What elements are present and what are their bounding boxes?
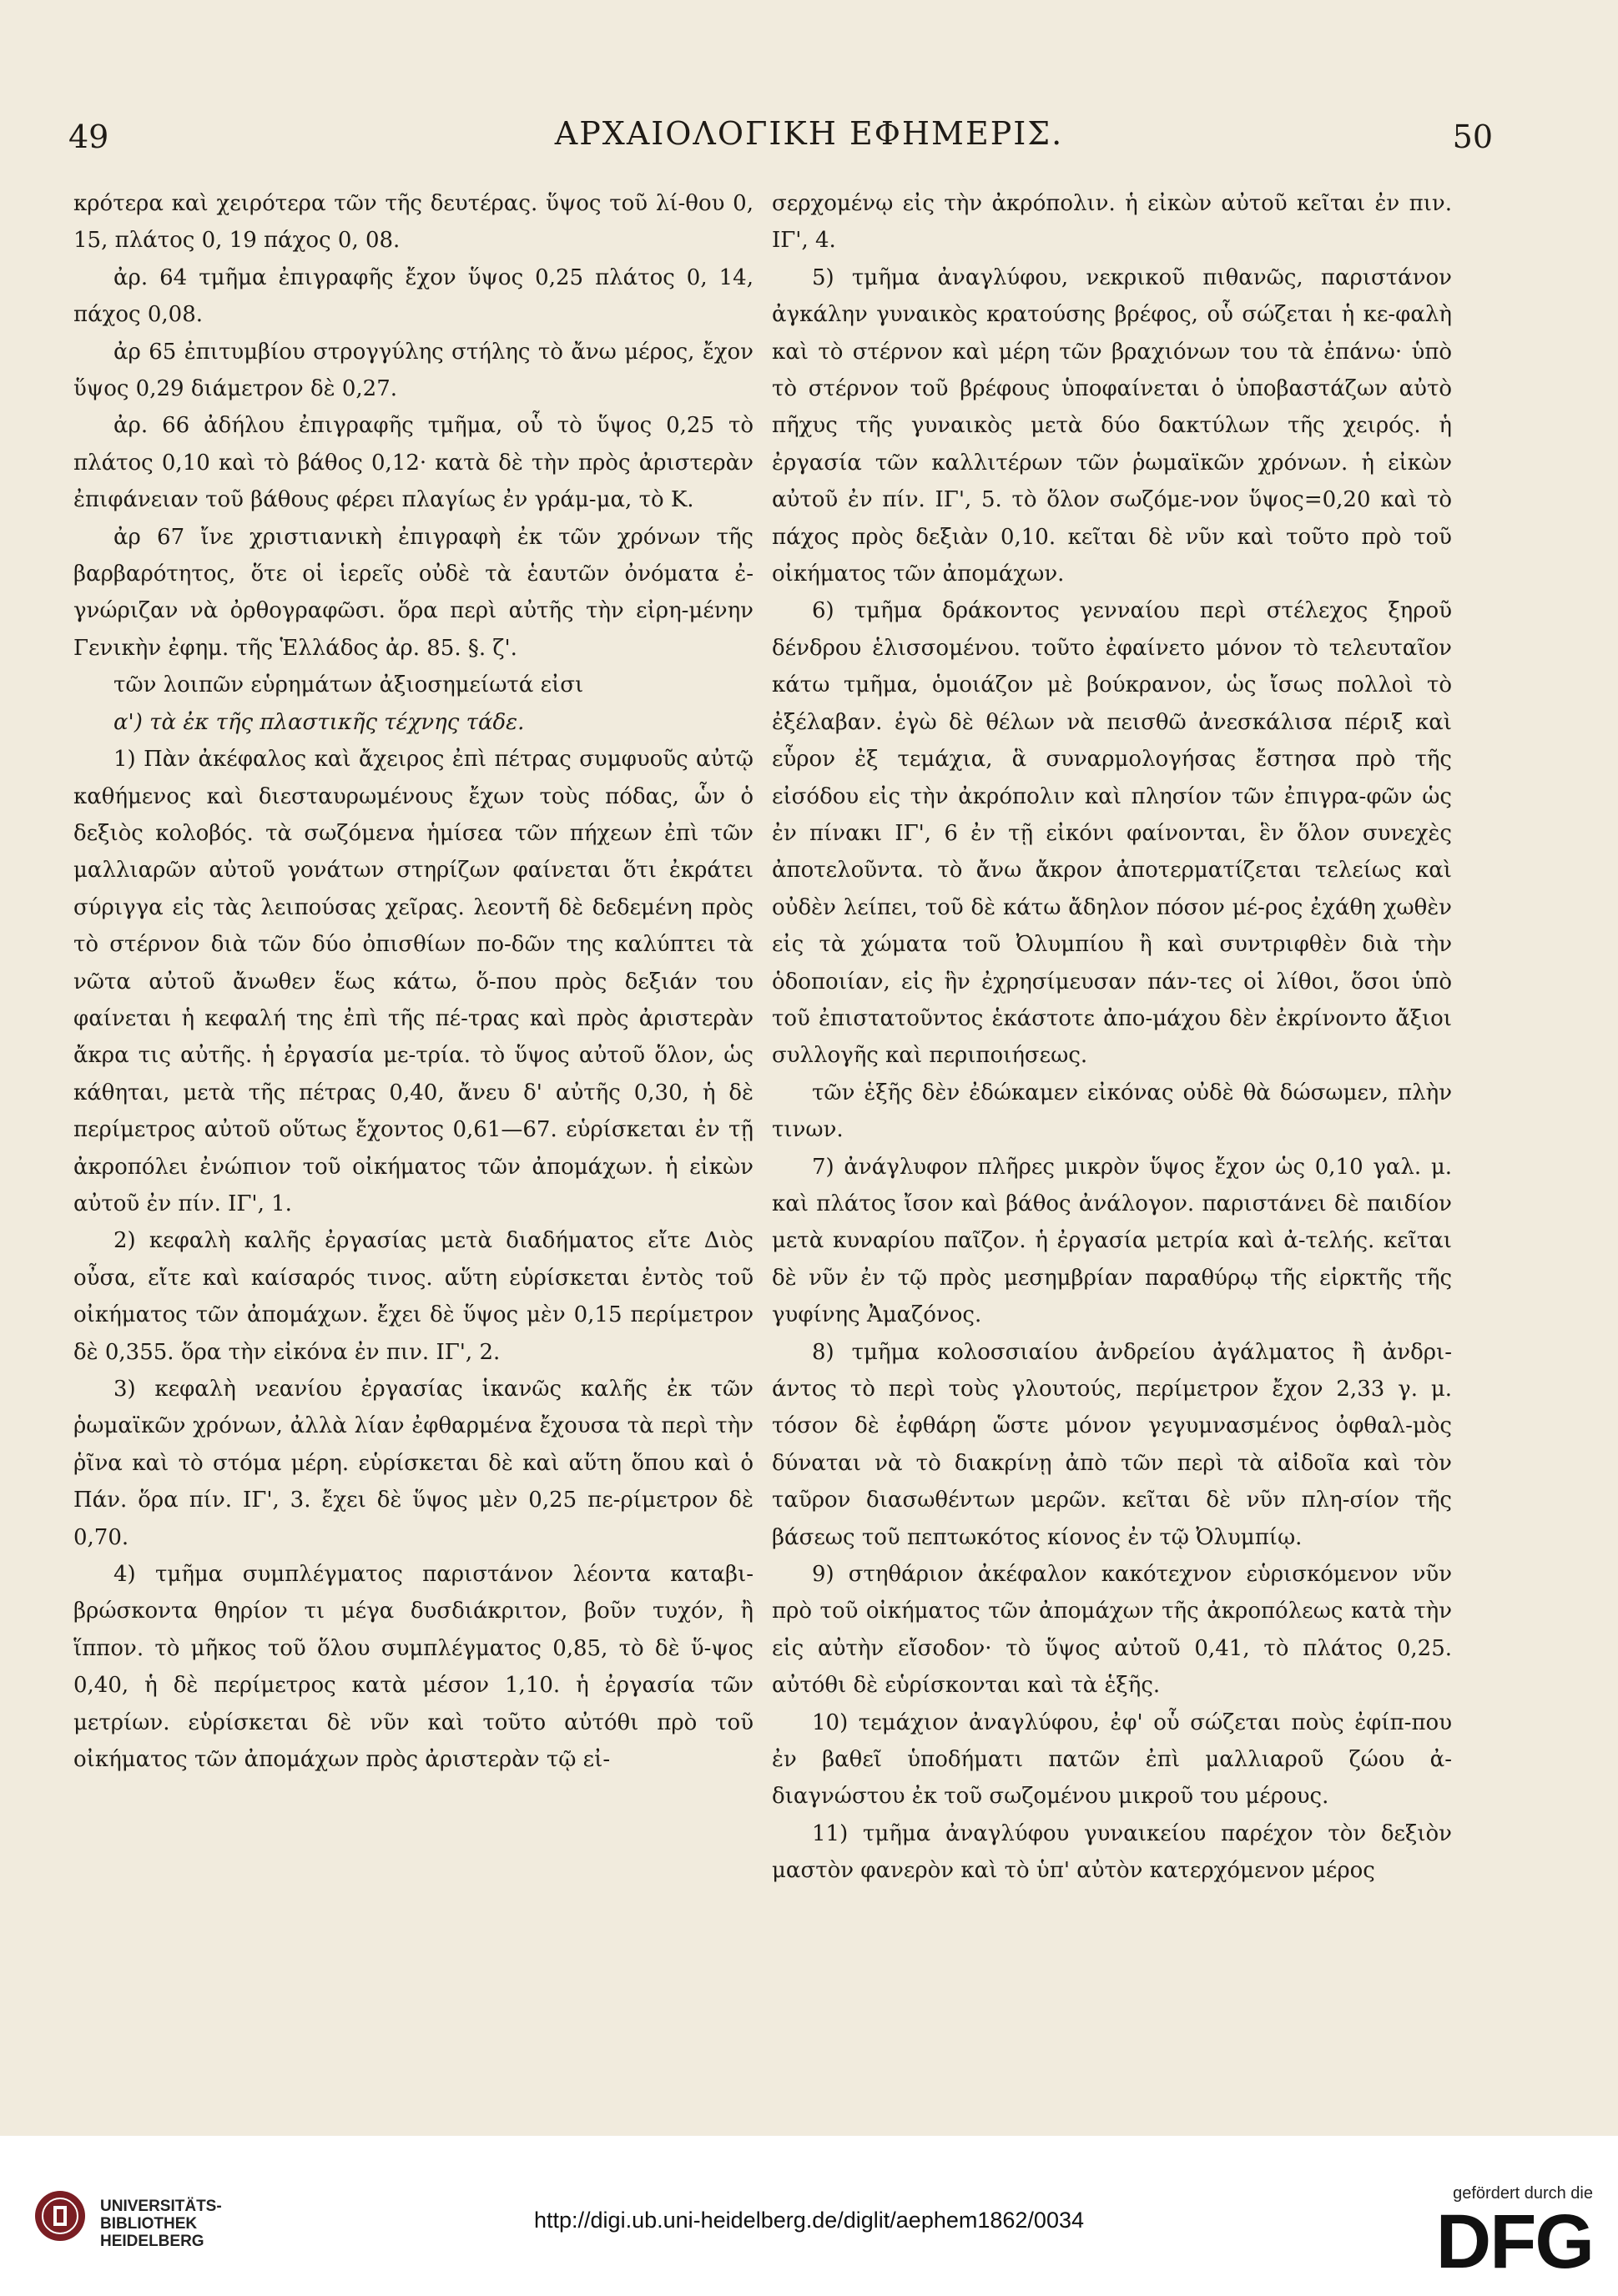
paragraph: τῶν λοιπῶν εὑρημάτων ἀξιοσημείωτά εἰσι — [113, 672, 584, 698]
paragraph: ἀρ. 66 ἀδήλου ἐπιγραφῆς τμῆμα, οὗ τὸ ὕψος 0,25 τὸ πλάτος 0,10 καὶ τὸ βάθος 0,12· κατὰ δὲ τὴν πρὸς ἀριστερὰν ἐπιφάνειαν τοῦ βάθους φέρει πλαγίως ἐν γράμ-μα, τὸ Κ. — [73, 413, 754, 513]
paragraph: ἀρ. 64 τμῆμα ἐπιγραφῆς ἔχον ὕψος 0,25 πλάτος 0, 14, πάχος 0,08. — [73, 264, 754, 328]
page-number-left: 49 — [68, 118, 109, 155]
paragraph: 1) Πὰν ἀκέφαλος καὶ ἄχειρος ἐπὶ πέτρας συμφυοῦς αὐτῷ καθήμενος καὶ διεσταυρωμένους ἔχων τοὺς πόδας, ὧν ὁ δεξιὸς κολοβός. τὰ σωζόμενα ἡμίσεα τῶν πήχεων ἐπὶ τῶν μαλλιαρῶν αὐτοῦ γονάτων στηρίζων φαίνεται ὅτι ἐκράτει σύριγγα εἰς τὰς λειπούσας χεῖρας. λεοντῆ δὲ δεδεμένη πρὸς τὸ στέρνον διὰ τῶν δύο ὀπισθίων πο-δῶν της καλύπτει τὰ νῶτα αὐτοῦ ἄνωθεν ἕως κάτω, ὅ-που πρὸς δεξιάν του φαίνεται ἡ κεφαλή της ἐπὶ τῆς πέ-τρας καὶ πρὸς ἀριστερὰν ἄκρα τις αὐτῆς. ἡ ἐργασία με-τρία. τὸ ὕψος αὐτοῦ ὅλον, ὡς κάθηται, μετὰ τῆς πέτρας 0,40, ἄνευ δ' αὐτῆς 0,30, ἡ δὲ περίμετρος αὐτοῦ οὕτως ἔχοντος 0,61—67. εὑρίσκεται ἐν τῇ ἀκροπόλει ἐνώπιον τοῦ οἰκήματος τῶν ἀπομάχων. ἡ εἰκὼν αὐτοῦ ἐν πίν. ΙΓ', 1. — [73, 747, 754, 1216]
paragraph: 10) τεμάχιον ἀναγλύφου, ἐφ' οὗ σώζεται ποὺς ἐφίπ-που ἐν βαθεῖ ὑποδήματι πατῶν ἐπὶ μαλλιαροῦ ζώου ἀ-διαγνώστου ἐκ τοῦ σωζομένου μικροῦ του μέρους. — [772, 1709, 1452, 1810]
paragraph: 3) κεφαλὴ νεανίου ἐργασίας ἱκανῶς καλῆς ἐκ τῶν ῥωμαϊκῶν χρόνων, ἀλλὰ λίαν ἐφθαρμένα ἔχουσα τὰ περὶ τὴν ῥῖνα καὶ τὸ στόμα μέρη. εὑρίσκεται δὲ καὶ αὕτη ὅπου καὶ ὁ Πάν. ὅρα πίν. ΙΓ', 3. ἔχει δὲ ὕψος μὲν 0,25 πε-ρίμετρον δὲ 0,70. — [73, 1377, 754, 1550]
library-name: UNIVERSITÄTS- BIBLIOTHEK HEIDELBERG — [100, 2198, 222, 2250]
journal-title: ΑΡΧΑΙΟΛΟΓΙΚΗ ΕΦΗΜΕΡΙΣ. — [554, 115, 1064, 152]
paragraph: 6) τμῆμα δράκοντος γενναίου περὶ στέλεχος ξηροῦ δένδρου ἑλισσομένου. τοῦτο ἐφαίνετο μόνον τὸ τελευταῖον κάτω τμῆμα, ὁμοιάζον μὲ βούκρανον, ὡς ἴσως πολλοὶ τὸ ἐξέλαβαν. ἐγὼ δὲ θέλων νὰ πεισθῶ ἀνεσκάλισα πέριξ καὶ εὗρον ἐξ τεμάχια, ἃ συναρμολογήσας ἔστησα πρὸ τῆς εἰσόδου εἰς τὴν ἀκρόπολιν καὶ πλησίον τῶν ἐπιγρα-φῶν ὡς ἐν πίνακι ΙΓ', 6 ἐν τῇ εἰκόνι φαίνονται, ἓν ὅλον συνεχὲς ἀποτελοῦντα. τὸ ἄνω ἄκρον ἀποτερματίζεται τελείως καὶ οὐδὲν λείπει, τοῦ δὲ κάτω ἄδηλον πόσον μέ-ρος ἐχάθη χωθὲν εἰς τὰ χώματα τοῦ Ὀλυμπίου ἢ καὶ συντριφθὲν διὰ τὴν ὁδοποιίαν, εἰς ἣν ἐχρησίμευσαν πάν-τες οἱ λίθοι, ὅσοι ὑπὸ τοῦ ἐπιστατοῦντος ἑκάστοτε ἀπο-μάχου δὲν ἐκρίνοντο ἄξιοι συλλογῆς καὶ περιποιήσεως. — [772, 598, 1452, 1069]
paragraph: κρότερα καὶ χειρότερα τῶν τῆς δευτέρας. ὕψος τοῦ λί-θου 0, 15, πλάτος 0, 19 πάχος 0, 08. — [73, 191, 754, 254]
paragraph: 4) τμῆμα συμπλέγματος παριστάνον λέοντα καταβι-βρώσκοντα θηρίον τι μέγα δυσδιάκριτον, βοῦν τυχόν, ἢ ἵππον. τὸ μῆκος τοῦ ὅλου συμπλέγματος 0,85, τὸ δὲ ὕ-ψος 0,40, ἡ δὲ περίμετρος κατὰ μέσον 1,10. ἡ ἐργασία τῶν μετρίων. εὑρίσκεται δὲ νῦν καὶ τοῦτο αὐτόθι πρὸ τοῦ οἰκήματος τῶν ἀπομάχων πρὸς ἀριστερὰν τῷ εἰ- — [73, 1562, 754, 1773]
paragraph: 2) κεφαλὴ καλῆς ἐργασίας μετὰ διαδήματος εἴτε Διὸς οὖσα, εἴτε καὶ καίσαρός τινος. αὕτη εὑρίσκεται ἐντὸς τοῦ οἰκήματος τῶν ἀπομάχων. ἔχει δὲ ὕψος μὲν 0,15 περίμετρον δὲ 0,355. ὅρα τὴν εἰκόνα ἐν πιν. ΙΓ', 2. — [73, 1228, 754, 1365]
paragraph: 5) τμῆμα ἀναγλύφου, νεκρικοῦ πιθανῶς, παριστάνον ἀγκάλην γυναικὸς κρατούσης βρέφος, οὗ σώζεται ἡ κε-φαλὴ καὶ τὸ στέρνον καὶ μέρη τῶν βραχιόνων του τὰ ἐπάνω· ὑπὸ τὸ στέρνον τοῦ βρέφους ὑποφαίνεται ὁ ὑποβαστάζων αὐτὸ πῆχυς τῆς γυναικὸς μετὰ δύο δακτύλων τῆς χειρός. ἡ ἐργασία τῶν καλλιτέρων τῶν ῥωμαϊκῶν χρόνων. ἡ εἰκὼν αὐτοῦ ἐν πίν. ΙΓ', 5. τὸ ὅλον σωζόμε-νον ὕψος=0,20 καὶ τὸ πάχος πρὸς δεξιὰν 0,10. κεῖται δὲ νῦν καὶ τοῦτο πρὸ τοῦ οἰκήματος τῶν ἀπομάχων. — [772, 264, 1452, 587]
left-column — [73, 185, 754, 1778]
paragraph: ἀρ 65 ἐπιτυμβίου στρογγύλης στήλης τὸ ἄνω μέρος, ἔχον ὕψος 0,29 διάμετρον δὲ 0,27. — [73, 339, 754, 402]
right-column — [772, 185, 1452, 1890]
permalink-url[interactable]: http://digi.ub.uni-heidelberg.de/diglit/aephem1862/0034 — [534, 2208, 1084, 2233]
sponsor-text: gefördert durch die — [1453, 2184, 1593, 2203]
viewer-footer — [0, 2136, 1618, 2296]
running-header — [0, 115, 1618, 165]
paragraph: ἀρ 67 ἴνε χριστιανικὴ ἐπιγραφὴ ἐκ τῶν χρόνων τῆς βαρβαρότητος, ὅτε οἱ ἱερεῖς οὐδὲ τὰ ἑαυτῶν ὀνόματα ἐ-γνώριζαν νὰ ὀρθογραφῶσι. ὅρα περὶ αὐτῆς τὴν εἰρη-μένην Γενικὴν ἐφημ. τῆς Ἑλλάδος ἀρ. 85. §. ζ'. — [73, 524, 754, 661]
section-heading: α') τὰ ἐκ τῆς πλαστικῆς τέχνης τάδε. — [113, 709, 525, 735]
paragraph: τῶν ἑξῆς δὲν ἐδώκαμεν εἰκόνας οὐδὲ θὰ δώσωμεν, πλὴν τινων. — [772, 1080, 1452, 1143]
page-number-right: 50 — [1452, 118, 1493, 155]
paragraph: 8) τμῆμα κολοσσιαίου ἀνδρείου ἀγάλματος ἢ ἀνδρι-άντος τὸ περὶ τοὺς γλουτούς, περίμετρον ἔχον 2,33 γ. μ. τόσον δὲ ἐφθάρη ὥστε μόνον γεγυμνασμένος ὀφθαλ-μὸς δύναται νὰ τὸ διακρίνῃ ἀπὸ τῶν περὶ τὰ αἰδοῖα καὶ τὸν ταῦρον διασωθέντων μερῶν. κεῖται δὲ νῦν πλη-σίον τῆς βάσεως τοῦ πεπτωκότος κίονος ἐν τῷ Ὀλυμπίῳ. — [772, 1339, 1452, 1550]
paragraph: σερχομένῳ εἰς τὴν ἀκρόπολιν. ἡ εἰκὼν αὐτοῦ κεῖται ἐν πιν. ΙΓ', 4. — [772, 191, 1452, 254]
paragraph: 9) στηθάριον ἀκέφαλον κακότεχνον εὑρισκόμενον νῦν πρὸ τοῦ οἰκήματος τῶν ἀπομάχων τῆς ἀκροπόλεως κατὰ τὴν εἰς αὐτὴν εἴσοδον· τὸ ὕψος αὐτοῦ 0,41, τὸ πλάτος 0,25. αὐτόθι δὲ εὑρίσκονται καὶ τὰ ἑξῆς. — [772, 1562, 1452, 1699]
dfg-logo: DFG — [1435, 2199, 1593, 2284]
paragraph: 11) τμῆμα ἀναγλύφου γυναικείου παρέχον τὸν δεξιὸν μαστὸν φανερὸν καὶ τὸ ὑπ' αὐτὸν κατερχόμενον μέρος — [772, 1820, 1452, 1884]
paragraph: 7) ἀνάγλυφον πλῆρες μικρὸν ὕψος ἔχον ὡς 0,10 γαλ. μ. καὶ πλάτος ἴσον καὶ βάθος ἀνάλογον. παριστάνει δὲ παιδίον μετὰ κυναρίου παῖζον. ἡ ἐργασία μετρία καὶ ἀ-τελής. κεῖται δὲ νῦν ἐν τῷ πρὸς μεσημβρίαν παραθύρῳ τῆς εἱρκτῆς τῆς γυφίνης Ἀμαζόνος. — [772, 1154, 1452, 1328]
sponsor-block — [1418, 2184, 1593, 2284]
